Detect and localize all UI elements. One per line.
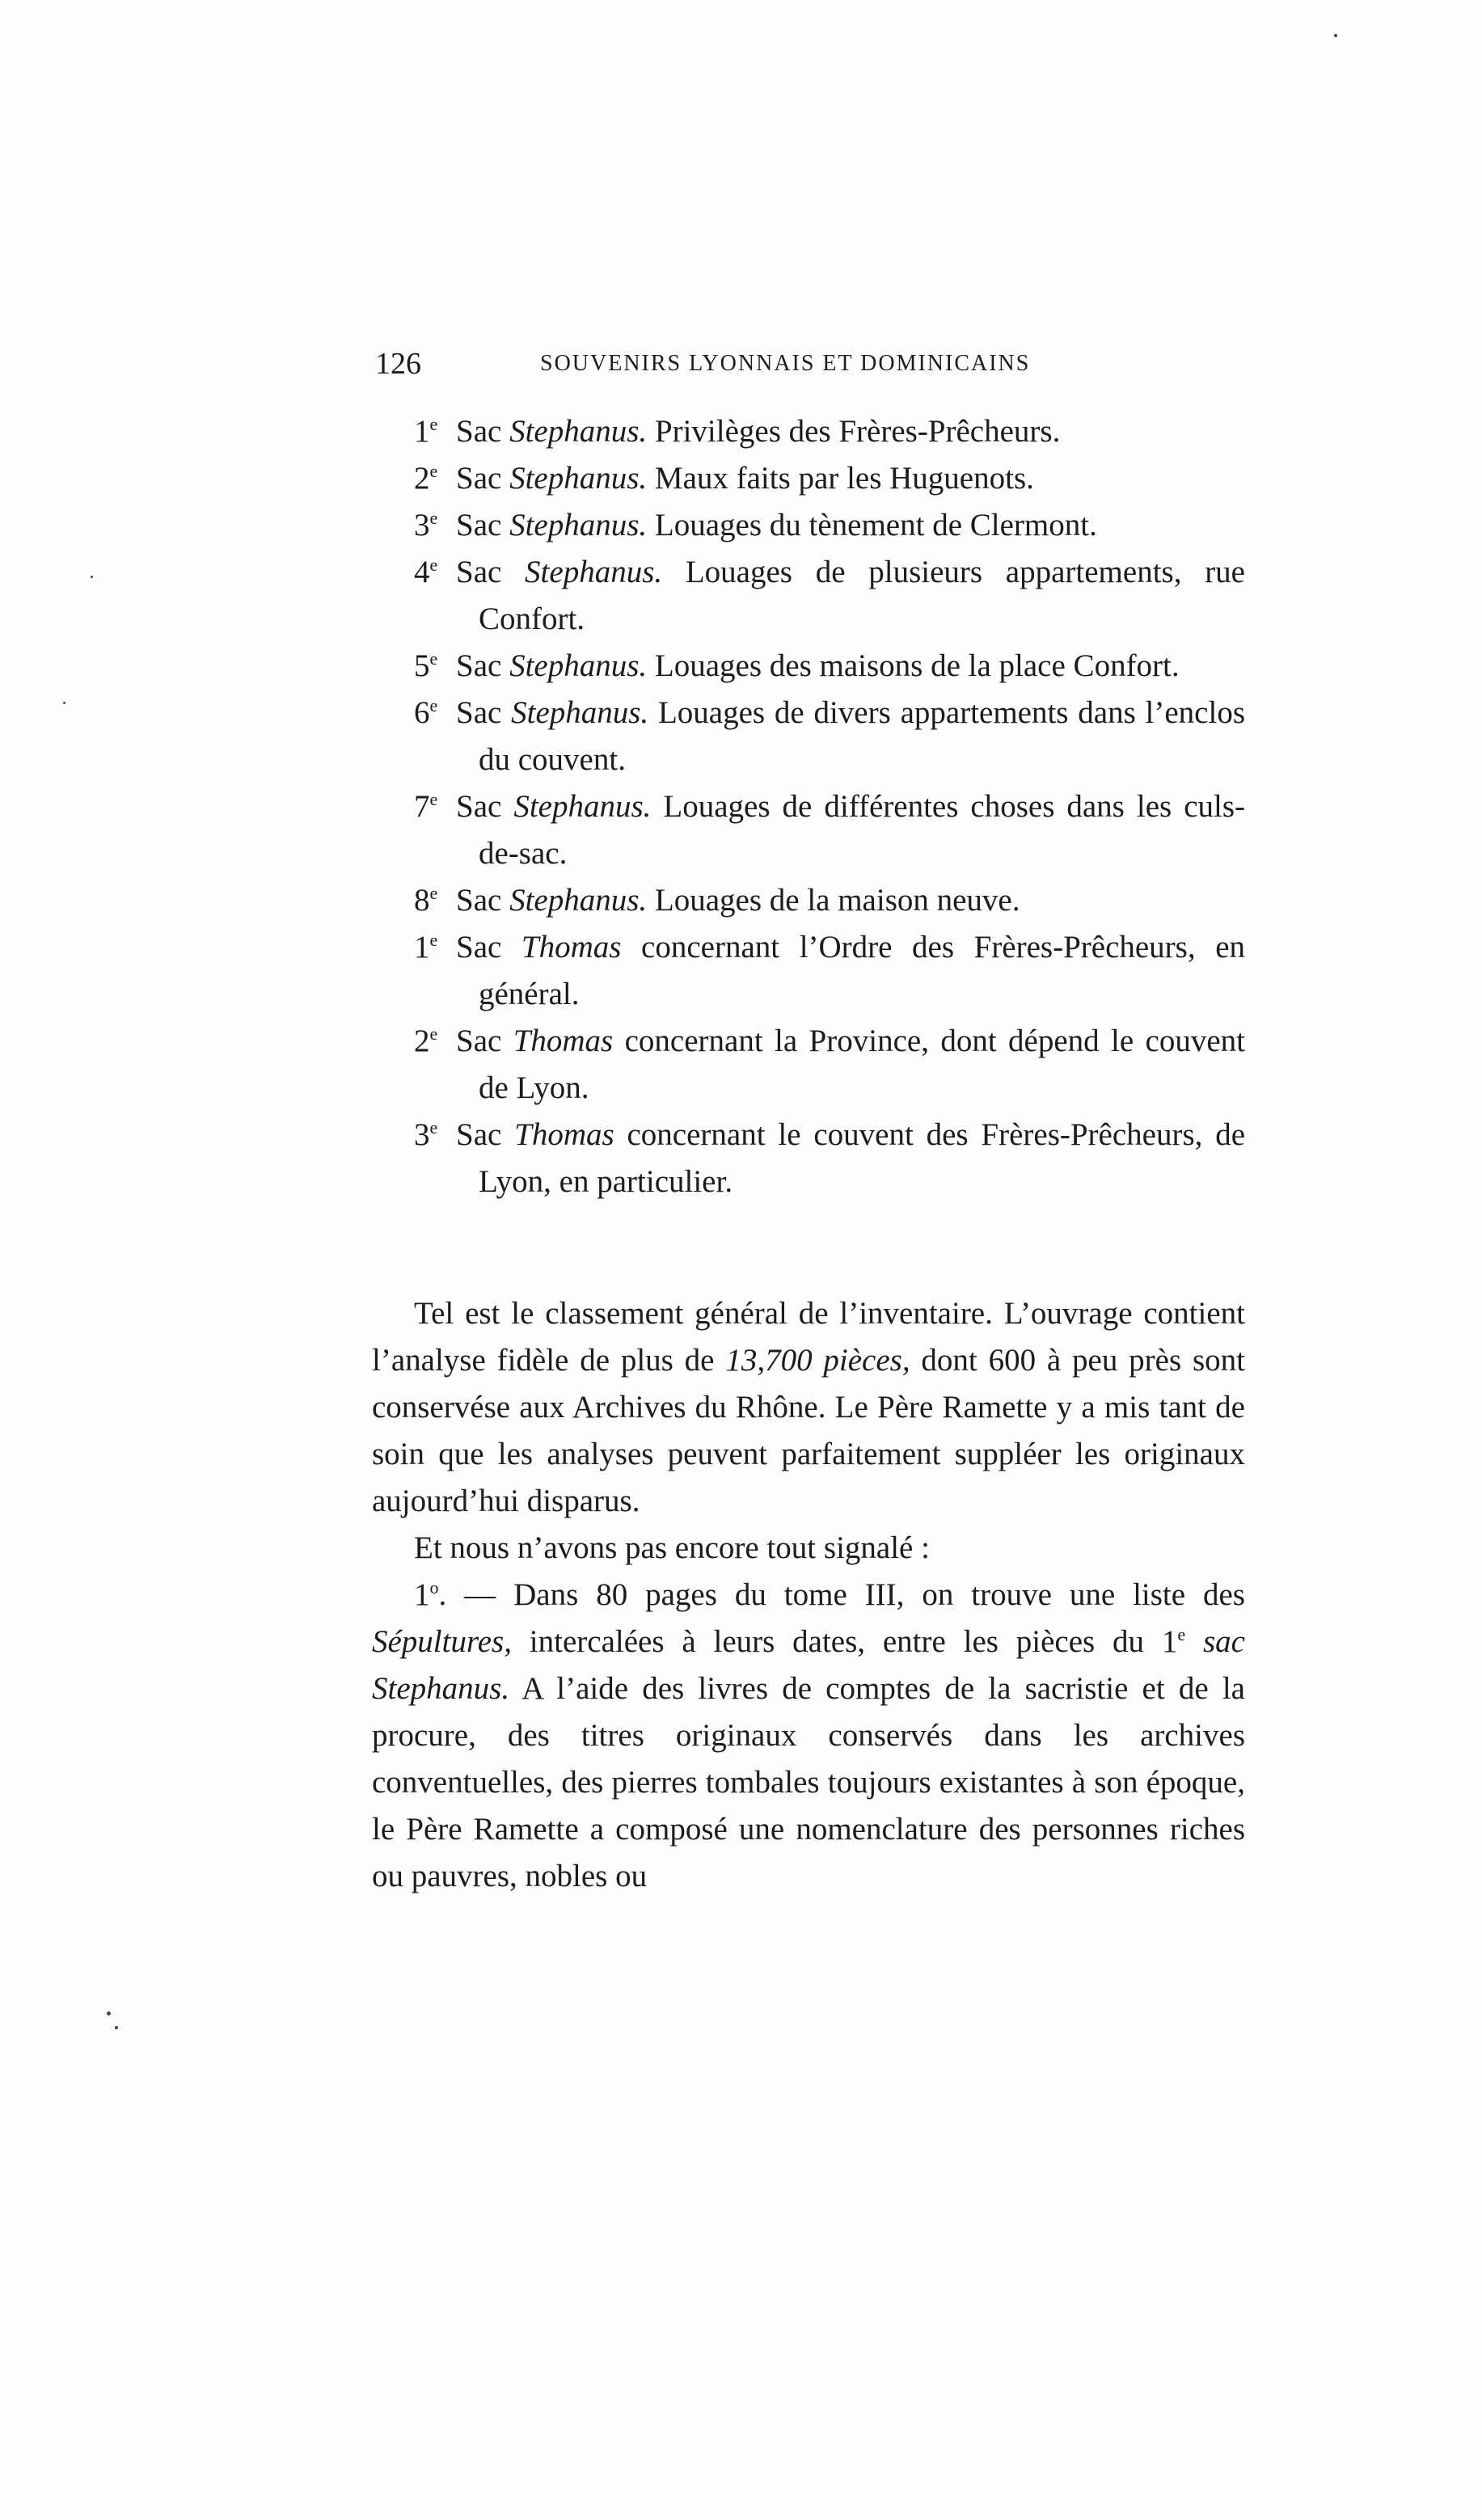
scan-speck [63, 702, 65, 704]
sac-entry: 1e Sac Stephanus. Privilèges des Frères-Prêcheurs. [414, 414, 1061, 449]
sac-entry: 2e Sac Thomas concernant la Province, dont dépend le couvent de Lyon. [414, 1024, 1245, 1105]
sac-list [372, 408, 1245, 1205]
paragraph-sepultures: 1$^o$. — Dans 80 pages du tome III, on trouve une liste des Sépultures, intercalées à leurs dates, entre les pièces du 1e sac Stephanus. A l’aide des livres de comptes de la sacristie et de la procure, des titres originaux conservés dans les archives conventuelles, des pierres tombales toujours existantes à son époque, le Père Ramette a composé une nomenclature des personnes riches ou pauvres, nobles ou [372, 1577, 1245, 1893]
sac-entry: 7e Sac Stephanus. Louages de différentes choses dans les culs-de-sac. [414, 789, 1246, 871]
sac-entry: 2e Sac Stephanus. Maux faits par les Huguenots. [414, 461, 1034, 496]
page-header [372, 346, 1245, 386]
body-text [372, 1290, 1245, 1900]
scan-speck [1334, 34, 1337, 37]
scan-speck [107, 2011, 111, 2016]
sac-entry: 6e Sac Stephanus. Louages de divers appartements dans l’enclos du couvent. [414, 695, 1245, 777]
sac-entry: 8e Sac Stephanus. Louages de la maison neuve. [414, 883, 1020, 918]
sac-entry: 3e Sac Thomas concernant le couvent des Frères-Prêcheurs, de Lyon, en particulier. [414, 1117, 1246, 1199]
scan-speck [115, 2026, 118, 2029]
paragraph-signale: Et nous n’avons pas encore tout signalé : [414, 1530, 930, 1565]
page-number: 126 [375, 347, 421, 381]
running-head: SOUVENIRS LYONNAIS ET DOMINICAINS [540, 351, 1031, 376]
scan-speck [91, 576, 93, 578]
sac-entry: 3e Sac Stephanus. Louages du tènement de Clermont. [414, 508, 1097, 542]
sac-entry: 4e Sac Stephanus. Louages de plusieurs appartements, rue Confort. [414, 555, 1245, 636]
sac-entry: 1e Sac Thomas concernant l’Ordre des Frères-Prêcheurs, en général. [414, 930, 1245, 1011]
paragraph-classement: Tel est le classement général de l’inventaire. L’ouvrage contient l’analyse fidèle de plus de 13,700 pièces, dont 600 à peu près sont conservése aux Archives du Rhône. Le Père Ramette y a mis tant de soin que les analyses peuvent parfaitement suppléer les originaux aujourd’hui disparus. [372, 1296, 1245, 1518]
sac-entry: 5e Sac Stephanus. Louages des maisons de la place Confort. [414, 648, 1180, 683]
book-page [372, 0, 1245, 2520]
